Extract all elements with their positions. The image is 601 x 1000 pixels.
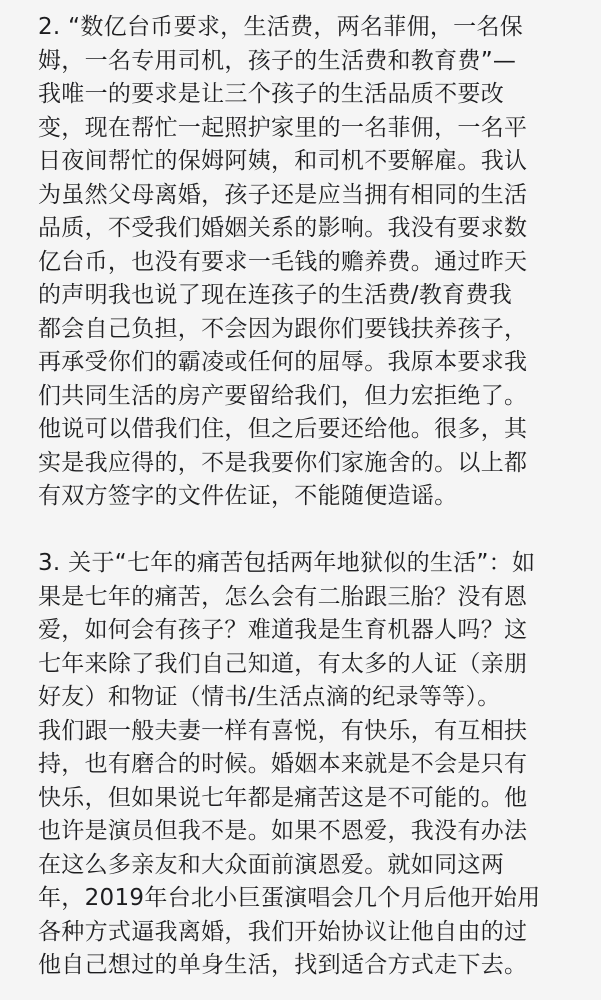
paragraph-gap	[38, 514, 573, 548]
text-line: 2. “数亿台币要求，生活费，两名菲佣，一名保	[38, 14, 524, 40]
text-line: 七年来除了我们自己知道，有太多的人证（亲朋	[38, 650, 528, 677]
text-line: 我们跟一般夫妻一样有喜悦，有快乐，有互相扶	[38, 717, 528, 744]
text-line: 果是七年的痛苦，怎么会有二胎跟三胎？没有恩	[38, 583, 528, 610]
text-line: 变，现在帮忙一起照护家里的一名菲佣，一名平	[38, 114, 528, 141]
text-line: 3. 关于“七年的痛苦包括两年地狱似的生活”：如	[38, 550, 536, 576]
paragraph-3	[38, 547, 573, 983]
text-line: 为虽然父母离婚，孩子还是应当拥有相同的生活	[38, 181, 528, 208]
text-line: 爱，如何会有孩子？难道我是生育机器人吗？这	[38, 617, 528, 643]
text-line: 也许是演员但我不是。如果不恩爱，我没有办法	[38, 818, 528, 844]
text-line: 都会自己负担，不会因为跟你们要钱扶养孩子，	[38, 315, 528, 342]
text-line: 再承受你们的霸凌或任何的屈辱。我原本要求我	[38, 349, 528, 375]
text-line: 品质，不受我们婚姻关系的影响。我没有要求数	[38, 215, 528, 241]
text-line: 实是我应得的，不是我要你们家施舍的。以上都	[38, 449, 528, 476]
text-line: 年，2019年台北小巨蛋演唱会几个月后他开始用	[38, 885, 541, 911]
text-line: 有双方签字的文件佐证，不能随便造谣。	[38, 483, 458, 509]
text-line: 们共同生活的房产要留给我们，但力宏拒绝了。	[38, 382, 528, 409]
text-line: 我唯一的要求是让三个孩子的生活品质不要改	[38, 81, 504, 107]
text-line: 在这么多亲友和大众面前演恩爱。就如同这两	[38, 851, 504, 878]
text-line: 日夜间帮忙的保姆阿姨，和司机不要解雇。我认	[38, 148, 528, 174]
text-line: 持，也有磨合的时候。婚姻本来就是不会是只有	[38, 751, 528, 777]
text-line: 好友）和物证（情书/生活点滴的纪录等等）。	[38, 684, 501, 710]
text-line: 快乐，但如果说七年都是痛苦这是不可能的。他	[38, 784, 528, 811]
text-line: 姆，一名专用司机，孩子的生活费和教育费”—	[38, 47, 517, 74]
text-line: 他说可以借我们住，但之后要还给他。很多，其	[38, 416, 528, 442]
text-line: 各种方式逼我离婚，我们开始协议让他自由的过	[38, 918, 528, 945]
text-line: 亿台币，也没有要求一毛钱的赡养费。通过昨天	[38, 248, 528, 275]
paragraph-2	[38, 11, 573, 514]
text-line: 的声明我也说了现在连孩子的生活费/教育费我	[38, 282, 513, 308]
text-line: 他自己想过的单身生活，找到适合方式走下去。	[38, 952, 528, 978]
